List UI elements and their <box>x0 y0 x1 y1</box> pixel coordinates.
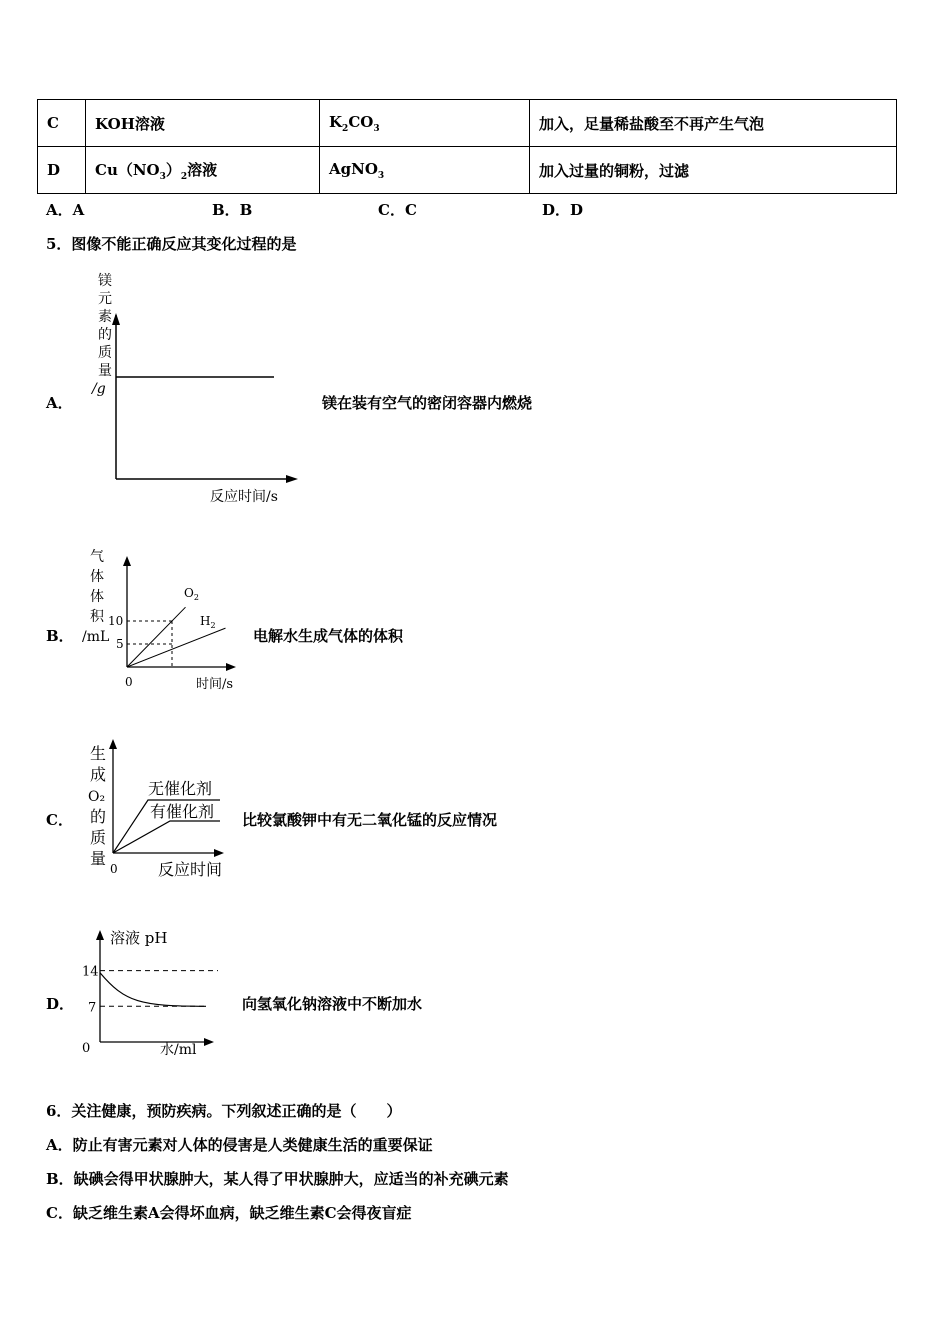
q5-option-c-label[interactable]: C． <box>46 811 73 829</box>
series-o2-line <box>127 607 186 667</box>
q6-option-b[interactable]: B．缺碘会得甲状腺肿大，某人得了甲状腺肿大，应适当的补充碘元素 <box>46 1170 509 1188</box>
ylabel-char: 成 <box>90 765 107 784</box>
ylabel-char: 质 <box>90 828 107 847</box>
q4-table <box>37 99 897 194</box>
method-cell: 加入，足量稀盐酸至不再产生气泡 <box>530 100 897 147</box>
q5-question: 5．图像不能正确反应其变化过程的是 <box>46 235 297 253</box>
ylabel-char: 的 <box>98 327 112 343</box>
chart-b <box>80 545 250 695</box>
q5-b-description: 电解水生成气体的体积 <box>253 627 404 645</box>
row-label: D <box>38 147 86 194</box>
x-axis-label: 反应时间/s <box>210 489 278 505</box>
x-axis-arrow <box>204 1038 214 1046</box>
impurity-cell: $K_2CO_3$ <box>320 100 530 147</box>
ylabel-char: O₂ <box>88 789 106 805</box>
impurity-cell: AgNO$_3$ <box>320 147 530 194</box>
q5-option-d-label[interactable]: D． <box>46 995 75 1013</box>
ylabel-char: /mL <box>82 629 110 645</box>
ylabel-char: 质 <box>98 345 112 361</box>
ph-curve <box>100 973 206 1007</box>
q4-option-d[interactable]: D．D <box>542 201 584 219</box>
q5-c-description: 比较氯酸钾中有无二氧化锰的反应情况 <box>242 811 498 829</box>
table-row <box>38 100 897 147</box>
series-o2-label: $O_2$ <box>184 586 199 602</box>
row-label: C <box>38 100 86 147</box>
x-axis-label: 时间/s <box>196 677 234 692</box>
series-catalyst-line <box>113 821 220 853</box>
x-axis-arrow <box>214 849 224 857</box>
ylabel-char: 素 <box>98 309 112 325</box>
origin-label: 0 <box>110 862 118 876</box>
q5-option-b-label[interactable]: B． <box>46 627 74 645</box>
x-axis-label: 水/ml <box>160 1042 197 1058</box>
ylabel-char: 体 <box>90 569 104 585</box>
series-no-catalyst-label: 无催化剂 <box>148 779 213 798</box>
ylabel-char: 积 <box>90 609 104 625</box>
ylabel-char: 元 <box>98 291 112 307</box>
series-h2-line <box>127 628 226 667</box>
chart-d <box>80 922 240 1062</box>
y-tick-label: 14 <box>82 964 99 980</box>
q6-question: 6．关注健康，预防疾病。下列叙述正确的是（ ） <box>46 1102 402 1120</box>
y-axis-arrow <box>123 556 131 566</box>
ylabel-char: 量 <box>98 363 112 379</box>
ylabel-char: 生 <box>90 744 107 763</box>
y-tick-label: 10 <box>108 614 124 628</box>
y-tick-label: 7 <box>88 1000 97 1016</box>
x-axis-arrow <box>226 663 236 671</box>
series-h2-label: $H_2$ <box>200 614 216 630</box>
ylabel-char: 气 <box>90 549 104 565</box>
chart-c <box>80 735 240 885</box>
x-axis-arrow <box>286 475 298 483</box>
q6-option-c[interactable]: C．缺乏维生素A会得坏血病，缺乏维生素C会得夜盲症 <box>46 1204 412 1222</box>
substance-cell: KOH溶液 <box>86 100 320 147</box>
y-axis-label: 溶液 pH <box>110 929 168 947</box>
q4-option-c[interactable]: C．C <box>378 201 417 219</box>
q5-a-description: 镁在装有空气的密闭容器内燃烧 <box>322 394 533 412</box>
q4-option-b[interactable]: B．B <box>212 201 253 219</box>
x-axis-label: 反应时间 <box>158 860 223 879</box>
ylabel-char: /g <box>92 381 106 397</box>
y-axis-arrow <box>112 313 120 325</box>
q4-option-a[interactable]: A．A <box>46 201 85 219</box>
ylabel-char: 体 <box>90 589 104 605</box>
y-tick-label: 5 <box>116 637 124 651</box>
series-catalyst-label: 有催化剂 <box>150 802 215 821</box>
q6-option-a[interactable]: A．防止有害元素对人体的侵害是人类健康生活的重要保证 <box>46 1136 433 1154</box>
ylabel-char: 量 <box>90 849 107 868</box>
q5-option-a-label[interactable]: A． <box>46 394 73 412</box>
origin-label: 0 <box>125 675 133 689</box>
ylabel-char: 的 <box>90 807 107 826</box>
origin-label: 0 <box>82 1041 91 1056</box>
table-row <box>38 147 897 194</box>
substance-cell: $Cu(NO_3)_2$溶液 <box>86 147 320 194</box>
chart-a <box>80 265 320 515</box>
y-axis-arrow <box>109 739 117 749</box>
y-axis-arrow <box>96 930 104 940</box>
method-cell: 加入过量的铜粉，过滤 <box>530 147 897 194</box>
q5-d-description: 向氢氧化钠溶液中不断加水 <box>242 995 423 1013</box>
ylabel-char: 镁 <box>98 273 112 289</box>
